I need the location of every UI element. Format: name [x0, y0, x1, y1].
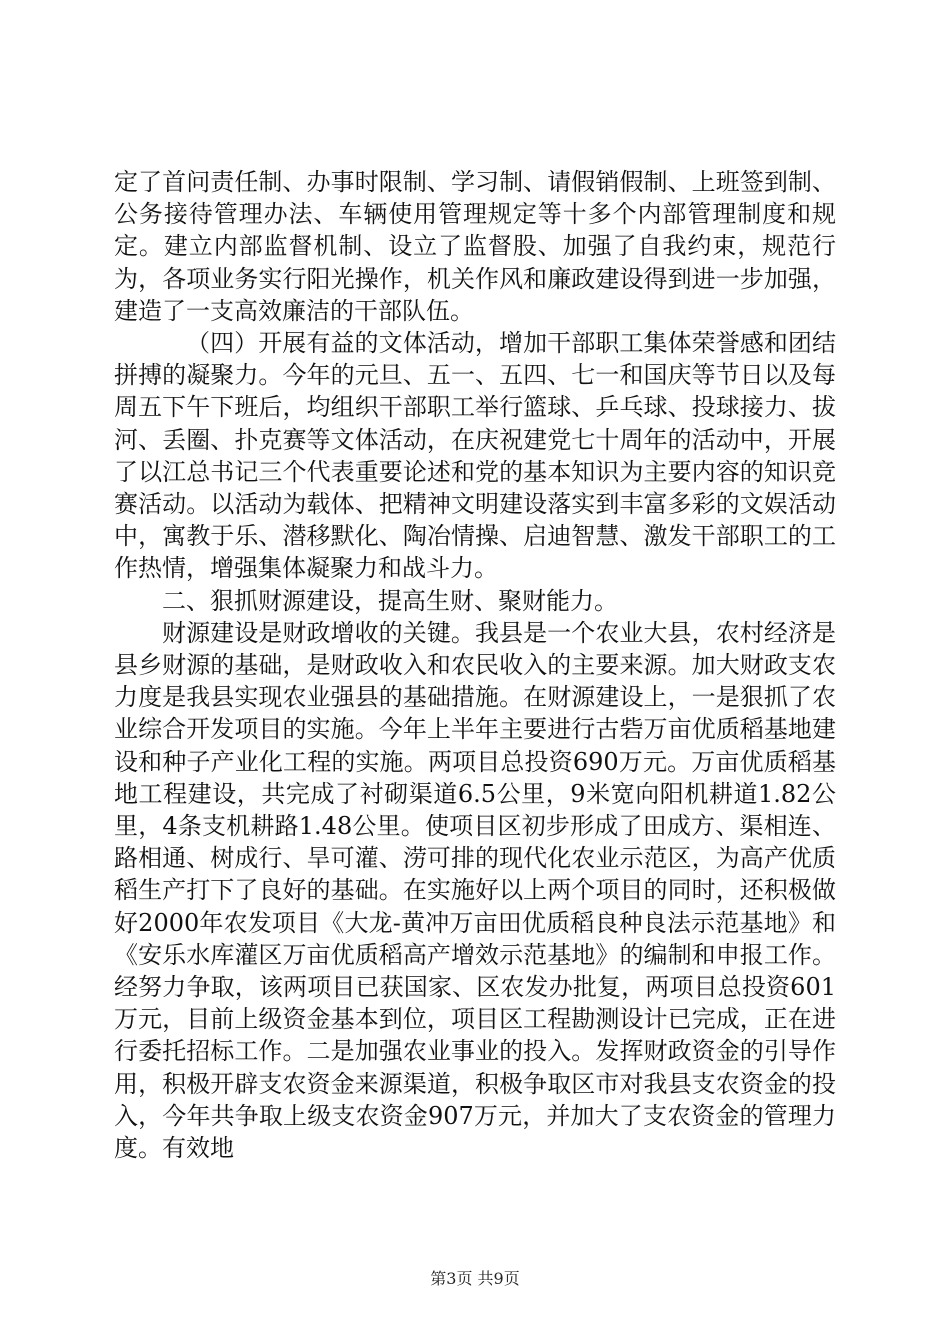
paragraph-section-four: （四）开展有益的文体活动，增加干部职工集体荣誉感和团结拼搏的凝聚力。今年的元旦、五一、五四、七一和国庆等节日以及每周五下午下班后，均组织干部职工举行篮球、乒乓球、投球接力、拔河、丢圈、扑克赛等文体活动，在庆祝建党七十周年的活动中，开展了以江总书记三个代表重要论述和党的基本知识为主要内容的知识竞赛活动。以活动为载体、把精神文明建设落实到丰富多彩的文娱活动中，寓教于乐、潜移默化、陶冶情操、启迪智慧、激发干部职工的工作热情，增强集体凝聚力和战斗力。	[114, 329, 836, 583]
paragraph-continuation: 定了首问责任制、办事时限制、学习制、请假销假制、上班签到制、公务接待管理办法、车辆使用管理规定等十多个内部管理制度和规定。建立内部监督机制、设立了监督股、加强了自我约束，规范行为，各项业务实行阳光操作，机关作风和廉政建设得到进一步加强，建造了一支高效廉洁的干部队伍。	[114, 168, 836, 325]
document-body	[114, 166, 836, 1164]
section-heading-two: 二、狠抓财源建设，提高生财、聚财能力。	[162, 586, 618, 615]
paragraph-revenue-building: 财源建设是财政增收的关键。我县是一个农业大县，农村经济是县乡财源的基础，是财政收入和农民收入的主要来源。加大财政支农力度是我县实现农业强县的基础措施。在财源建设上，一是狠抓了农业综合开发项目的实施。今年上半年主要进行古砦万亩优质稻基地建设和种子产业化工程的实施。两项目总投资690万元。万亩优质稻基地工程建设，共完成了衬砌渠道6.5公里，9米宽向阳机耕道1.82公里，4条支机耕路1.48公里。使项目区初步形成了田成方、渠相连、路相通、树成行、旱可灌、涝可排的现代化农业示范区，为高产优质稻生产打下了良好的基础。在实施好以上两个项目的同时，还积极做好2000年农发项目《大龙-黄冲万亩田优质稻良种良法示范基地》和《安乐水库灌区万亩优质稻高产增效示范基地》的编制和申报工作。经努力争取，该两项目已获国家、区农发办批复，两项目总投资601万元，目前上级资金基本到位，项目区工程勘测设计已完成，正在进行委托招标工作。二是加强农业事业的投入。发挥财政资金的引导作用，积极开辟支农资金来源渠道，积极争取区市对我县支农资金的投入，今年共争取上级支农资金907万元，并加大了支农资金的管理力度。有效地	[114, 618, 836, 1163]
page-number-footer: 第3页 共9页	[430, 1269, 520, 1288]
